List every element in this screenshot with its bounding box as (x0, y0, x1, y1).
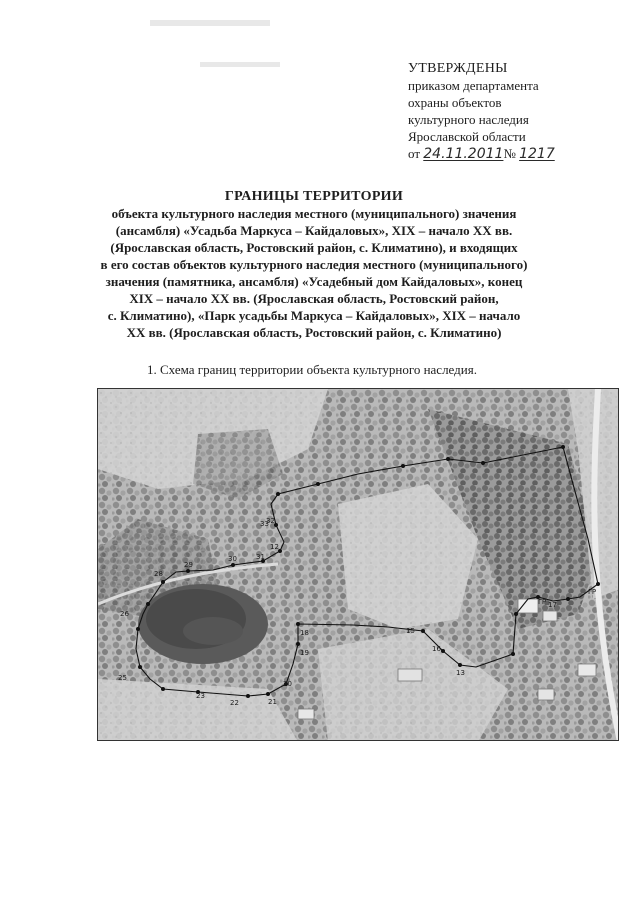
point-label: 17 (548, 601, 557, 609)
scan-smudge (200, 62, 280, 67)
approval-line: приказом департамента (408, 78, 539, 93)
title-line: значения (памятника, ансамбля) «Усадебный дом Кайдаловых», конец (105, 274, 523, 289)
point-label: 29 (184, 561, 193, 569)
title-line: в его состав объектов культурного наследия местного (муниципального) (100, 257, 528, 272)
point-label: 16 (432, 645, 441, 653)
approval-line: охраны объектов (408, 95, 502, 110)
approval-stamp-block (408, 60, 623, 163)
point-label: 22 (230, 699, 239, 707)
point-label: 32 (266, 517, 275, 525)
title-line: объекта культурного наследия местного (муниципального) значения (111, 206, 517, 221)
section-caption: 1. Схема границ территории объекта культурного наследия. (147, 362, 477, 377)
title-line: с. Климатино), «Парк усадьбы Маркуса – Кайдаловых», XIX – начало (107, 308, 521, 323)
title-line: (ансамбля) «Усадьба Маркуса – Кайдаловых», XIX – начало XX вв. (115, 223, 513, 238)
point-label: 25 (118, 674, 127, 682)
approval-heading: УТВЕРЖДЕНЫ (408, 61, 508, 76)
date-prefix: от (408, 146, 421, 161)
scan-smudge (150, 20, 270, 26)
aerial-photo-map (98, 389, 619, 741)
point-label: 15 (406, 627, 415, 635)
map-mark: ΓΡ (538, 598, 547, 606)
title-line: (Ярославская область, Ростовский район, с. Климатино), и входящих (110, 240, 518, 255)
approval-line: Ярославской области (408, 129, 526, 144)
point-label: 21 (268, 698, 277, 706)
title-line: XIX – начало XX вв. (Ярославская область, Ростовский район, (129, 291, 499, 306)
point-label: 31 (256, 553, 265, 561)
point-label: 23 (196, 692, 205, 700)
point-label: 26 (120, 610, 129, 618)
point-label: 28 (154, 570, 163, 578)
point-label: 20 (283, 680, 292, 688)
approval-line: культурного наследия (408, 112, 529, 127)
pond (138, 584, 268, 664)
point-label: 33 (260, 520, 269, 528)
handwritten-date: 24.11.2011 (423, 146, 504, 162)
point-label: 12 (270, 543, 279, 551)
title-line: XX вв. (Ярославская область, Ростовский район, с. Климатино) (126, 325, 502, 340)
document-title-block (90, 188, 538, 341)
point-label: 19 (300, 649, 309, 657)
point-label: 13 (456, 669, 465, 677)
number-prefix: № (503, 146, 516, 161)
boundary-map (97, 388, 619, 741)
point-label: 30 (228, 555, 237, 563)
approval-date-line (408, 145, 623, 163)
document-title: ГРАНИЦЫ ТЕРРИТОРИИ (224, 189, 404, 204)
terrain-background (98, 389, 619, 741)
map-mark: ΓΡ (588, 588, 597, 596)
point-label: 18 (300, 629, 309, 637)
handwritten-number: 1217 (519, 146, 555, 162)
